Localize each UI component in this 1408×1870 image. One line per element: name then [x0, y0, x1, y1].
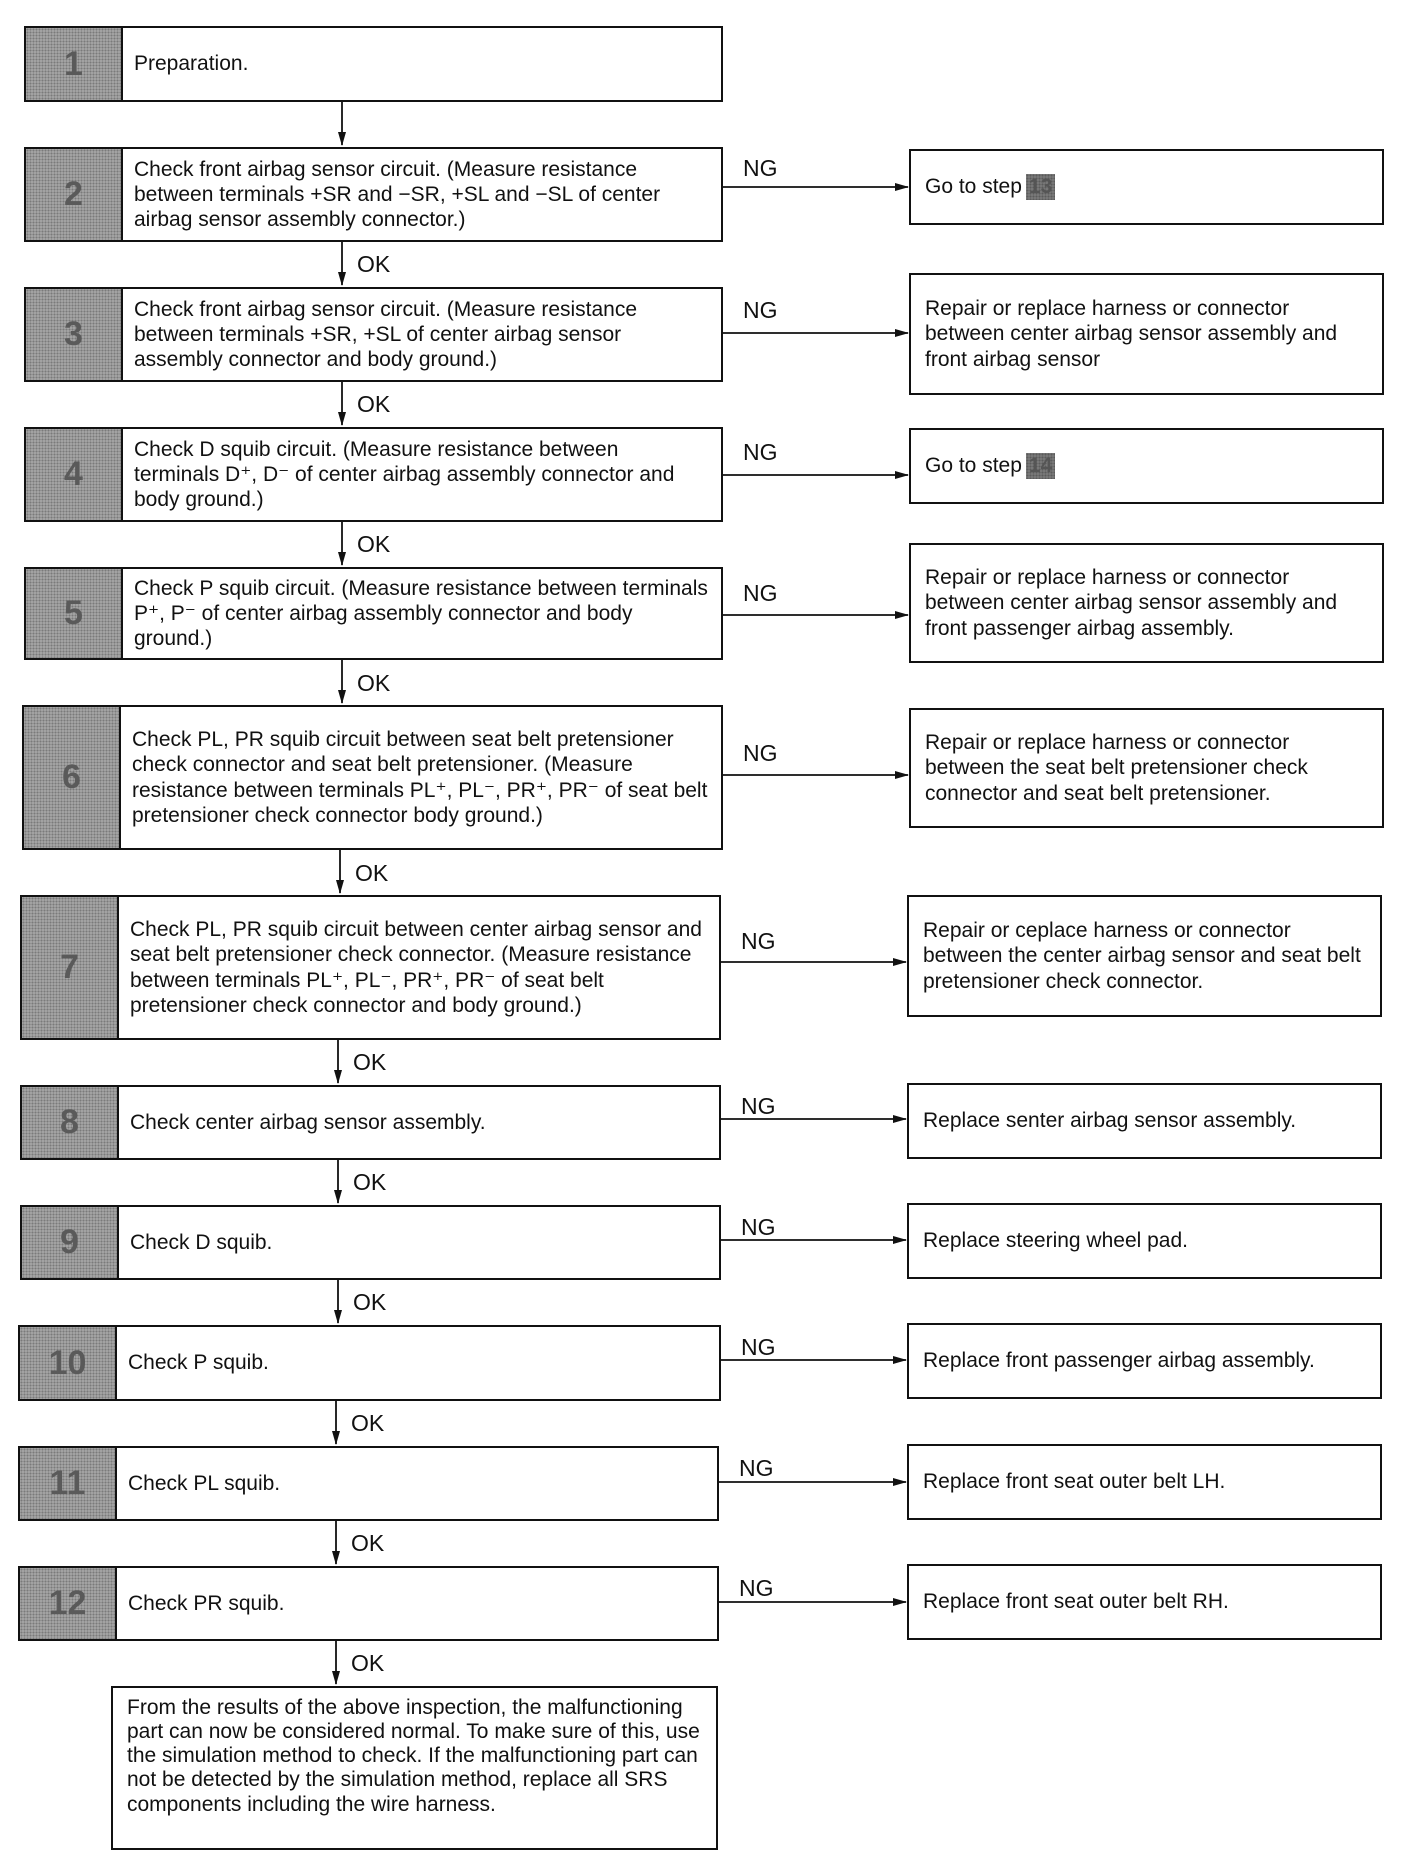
step-2-text: Check front airbag sensor circuit. (Measure resistance between terminals +SR and −SR, +SL and −SL of center airbag sensor assembly connector.)	[134, 157, 661, 232]
step-3-box	[24, 287, 723, 382]
step-10-box	[18, 1325, 721, 1401]
step-4-result-text: Go to step	[925, 454, 1022, 478]
step-11-box	[18, 1446, 719, 1521]
step-2-ok-label: OK	[357, 251, 391, 277]
step-12-text: Check PR squib.	[128, 1591, 285, 1615]
final-note-box	[111, 1686, 718, 1850]
step-5-box	[24, 567, 723, 660]
step-6-result-text: Repair or replace harness or connector between the seat belt pretensioner check connector and seat belt pretensioner.	[925, 731, 1308, 805]
step-1-box	[24, 26, 723, 102]
step-11-result-text: Replace front seat outer belt LH.	[923, 1470, 1226, 1494]
step-8-result-box	[907, 1083, 1382, 1159]
step-4-number: 4	[26, 429, 123, 520]
step-10-result-text: Replace front passenger airbag assembly.	[923, 1349, 1315, 1373]
step-ref-13-badge: 13	[1026, 174, 1055, 199]
step-2-result-box	[909, 149, 1384, 225]
step-4-ng-label: NG	[743, 439, 778, 465]
step-6-ng-label: NG	[743, 740, 778, 766]
step-8-result-text: Replace senter airbag sensor assembly.	[923, 1109, 1297, 1133]
step-8-text: Check center airbag sensor assembly.	[130, 1110, 486, 1134]
step-11-number: 11	[20, 1448, 117, 1519]
step-9-result-box	[907, 1203, 1382, 1279]
step-4-ok-label: OK	[357, 531, 391, 557]
step-2-box	[24, 147, 723, 242]
step-2-result-text: Go to step	[925, 175, 1022, 199]
step-6-result-box	[909, 708, 1384, 828]
step-3-number: 3	[26, 289, 123, 380]
step-12-ok-label: OK	[351, 1650, 385, 1676]
step-5-ok-label: OK	[357, 670, 391, 696]
step-12-number: 12	[20, 1568, 117, 1639]
step-1-text: Preparation.	[134, 52, 249, 76]
step-4-text: Check D squib circuit. (Measure resistance between terminals D⁺, D⁻ of center airbag assembly connector and body ground.)	[134, 437, 675, 512]
step-1-number: 1	[26, 28, 123, 100]
step-5-result-box	[909, 543, 1384, 663]
step-7-box	[20, 895, 721, 1040]
step-10-number: 10	[20, 1327, 117, 1399]
step-12-box	[18, 1566, 719, 1641]
step-3-ok-label: OK	[357, 391, 391, 417]
step-5-ng-label: NG	[743, 580, 778, 606]
step-2-number: 2	[26, 149, 123, 240]
step-11-ok-label: OK	[351, 1530, 385, 1556]
step-12-ng-label: NG	[739, 1575, 774, 1601]
step-8-ok-label: OK	[353, 1169, 387, 1195]
step-4-result-box	[909, 428, 1384, 504]
step-10-ok-label: OK	[351, 1410, 385, 1436]
step-7-text: Check PL, PR squib circuit between center airbag sensor and seat belt pretensioner check connector. (Measure resistance between terminals PL⁺, PL⁻, PR⁺, PR⁻ of seat belt pretensioner check connector and body ground.)	[130, 918, 702, 1017]
step-10-text: Check P squib.	[128, 1351, 269, 1375]
step-2-ng-label: NG	[743, 155, 778, 181]
step-5-text: Check P squib circuit. (Measure resistance between terminals P⁺, P⁻ of center airbag assembly connector and body ground.)	[134, 576, 708, 651]
step-7-result-text: Repair or ceplace harness or connector between the center airbag sensor and seat belt pretensioner check connector.	[923, 919, 1361, 993]
step-9-result-text: Replace steering wheel pad.	[923, 1229, 1189, 1253]
step-8-number: 8	[22, 1087, 119, 1158]
step-11-ng-label: NG	[739, 1455, 774, 1481]
step-3-ng-label: NG	[743, 297, 778, 323]
step-9-ng-label: NG	[741, 1214, 776, 1240]
step-9-ok-label: OK	[353, 1289, 387, 1315]
step-9-number: 9	[22, 1207, 119, 1278]
step-6-ok-label: OK	[355, 860, 389, 886]
step-3-text: Check front airbag sensor circuit. (Measure resistance between terminals +SR, +SL of center airbag sensor assembly connector and body ground.)	[134, 297, 638, 372]
step-7-ok-label: OK	[353, 1049, 387, 1075]
step-5-number: 5	[26, 569, 123, 658]
step-5-result-text: Repair or replace harness or connector between center airbag sensor assembly and front passenger airbag assembly.	[925, 566, 1338, 640]
step-11-result-box	[907, 1444, 1382, 1520]
step-10-ng-label: NG	[741, 1334, 776, 1360]
step-ref-14-badge: 14	[1026, 453, 1055, 478]
step-7-ng-label: NG	[741, 928, 776, 954]
step-6-text: Check PL, PR squib circuit between seat belt pretensioner check connector and seat belt pretensioner. (Measure resistance between terminals PL⁺, PL⁻, PR⁺, PR⁻ of seat belt pretensioner check connector body ground.)	[132, 728, 708, 827]
final-note-text: From the results of the above inspection, the malfunctioning part can now be considered normal. To make sure of this, use the simulation method to check. If the malfunctioning part can not be detected by the simulation method, replace all SRS components including the wire harness.	[127, 1696, 700, 1816]
step-7-number: 7	[22, 897, 119, 1038]
step-11-text: Check PL squib.	[128, 1471, 281, 1495]
step-7-result-box	[907, 895, 1382, 1017]
step-8-ng-label: NG	[741, 1093, 776, 1119]
step-4-box	[24, 427, 723, 522]
step-6-box	[22, 705, 723, 850]
step-10-result-box	[907, 1323, 1382, 1399]
step-3-result-text: Repair or replace harness or connector between center airbag sensor assembly and front airbag sensor	[925, 297, 1338, 371]
step-12-result-box	[907, 1564, 1382, 1640]
step-3-result-box	[909, 273, 1384, 395]
step-8-box	[20, 1085, 721, 1160]
step-12-result-text: Replace front seat outer belt RH.	[923, 1590, 1229, 1614]
step-9-text: Check D squib.	[130, 1230, 273, 1254]
step-9-box	[20, 1205, 721, 1280]
step-6-number: 6	[24, 707, 121, 848]
